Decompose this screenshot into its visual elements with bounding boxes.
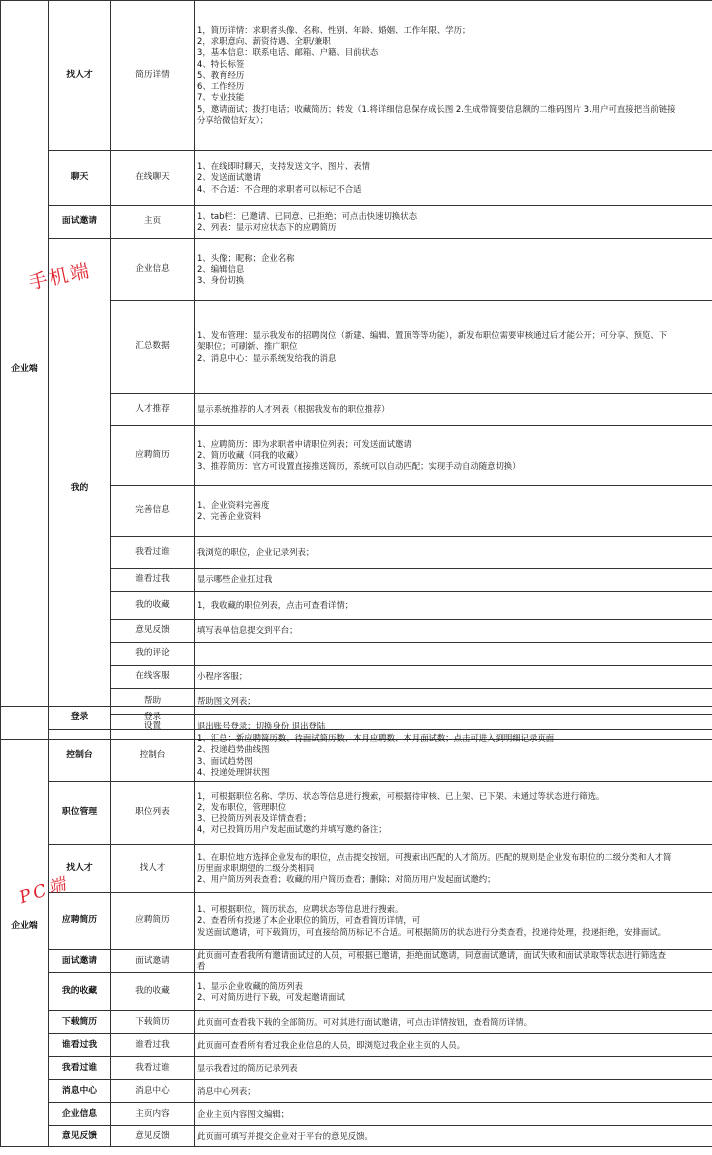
description-line: 4、不合适：不合理的求职者可以标记不合适 bbox=[197, 183, 362, 194]
description-cell bbox=[195, 1, 712, 151]
module-cell: 我的 bbox=[49, 239, 111, 740]
table-row bbox=[1, 1011, 712, 1034]
page-cell: 在线客服 bbox=[111, 666, 195, 689]
page-cell: 下载简历 bbox=[111, 1011, 195, 1034]
page-cell: 登录 bbox=[111, 707, 195, 730]
page-cell: 面试邀请 bbox=[111, 950, 195, 973]
page-cell: 职位列表 bbox=[111, 782, 195, 845]
page-cell: 我看过谁 bbox=[111, 1057, 195, 1080]
description-line: 2、简历收藏（同我的收藏） bbox=[197, 449, 303, 460]
description-line: 企业主页内容图文编辑； bbox=[197, 1108, 290, 1119]
description-line: 2、编辑信息 bbox=[197, 263, 245, 274]
group-cell: 企业端 bbox=[1, 1, 49, 740]
table-row bbox=[1, 707, 712, 730]
description-line: 1、显示企业收藏的简历列表 bbox=[197, 980, 303, 991]
description-line: 6、工作经历 bbox=[197, 81, 245, 92]
description-line: 此页面可填写并提交企业对于平台的意见反馈。 bbox=[197, 1130, 373, 1141]
page-cell: 谁看过我 bbox=[111, 1034, 195, 1057]
description-line: 显示系统推荐的人才列表（根据我发布的职位推荐） bbox=[197, 403, 390, 414]
description-line: 1、发布管理：显示我发布的招聘岗位（新建、编辑、置顶等等功能），新发布职位需要审核通过后才能公开；可分享、预览、下 bbox=[197, 330, 668, 341]
module-cell: 下载简历 bbox=[49, 1011, 111, 1034]
page-cell: 主页内容 bbox=[111, 1103, 195, 1126]
description-line: 此页面可查看所有看过我企业信息的人员，即浏览过我企业主页的人员。 bbox=[197, 1039, 465, 1050]
module-cell: 找人才 bbox=[49, 845, 111, 893]
description-line: 2、列表：显示对应状态下的应聘简历 bbox=[197, 222, 337, 232]
description-line: 4、投递处理饼状图 bbox=[197, 766, 270, 777]
description-line: 架职位；可刷新、推广职位 bbox=[197, 341, 298, 352]
description-line: 3、推荐简历：官方可设置直接推送简历，系统可以自动匹配；实现手动自动随意切换） bbox=[197, 461, 521, 472]
table-row bbox=[1, 1080, 712, 1103]
description-line: 1、在职位地方选择企业发布的职位，点击提交按钮，可搜索出匹配的人才简历。匹配的规则是企业发布职位的二级分类和人才简 bbox=[197, 851, 672, 862]
description-cell bbox=[195, 1103, 712, 1126]
description-line: 2、查看所有投递了本企业职位的简历，可查看简历详情，可 bbox=[197, 915, 421, 926]
mobile-stamp: 手机端 bbox=[26, 259, 93, 295]
description-line: 退出账号登录；切换身份 退出登陆 bbox=[197, 721, 326, 732]
description-cell bbox=[195, 151, 712, 206]
description-cell bbox=[195, 666, 712, 689]
description-cell bbox=[195, 845, 712, 893]
description-cell bbox=[195, 643, 712, 666]
page-cell: 企业信息 bbox=[111, 239, 195, 301]
table-row bbox=[1, 206, 712, 239]
page-cell: 帮助 bbox=[111, 689, 195, 715]
page-cell: 我的评论 bbox=[111, 643, 195, 666]
page-cell: 我的收藏 bbox=[111, 592, 195, 620]
description-line: 2、消息中心：显示系统发给我的消息 bbox=[197, 352, 337, 363]
description-line: 我浏览的职位，企业记录列表； bbox=[197, 546, 315, 557]
description-cell bbox=[195, 782, 712, 845]
table-row bbox=[1, 950, 712, 973]
description-line: 2、发送面试邀请 bbox=[197, 172, 261, 183]
module-cell: 企业信息 bbox=[49, 1103, 111, 1126]
table-row bbox=[1, 893, 712, 950]
page-cell: 控制台 bbox=[111, 730, 195, 782]
description-line: 1、应聘简历：即为求职者申请职位列表；可发送面试邀请 bbox=[197, 438, 412, 449]
description-line: 5，邀请面试；拨打电话；收藏简历；转发（1.将详细信息保存成长图 2.生成带简要信息额的二维码图片 3.用户可直接把当前链接 bbox=[197, 103, 676, 114]
description-line: 3，基本信息：联系电话、邮箱、户籍、目前状态 bbox=[197, 47, 379, 58]
description-cell bbox=[195, 301, 712, 394]
description-cell bbox=[195, 1126, 712, 1147]
description-cell bbox=[195, 569, 712, 592]
description-line: 显示我看过的简历记录列表 bbox=[197, 1062, 298, 1073]
module-cell: 我看过谁 bbox=[49, 1057, 111, 1080]
description-line: 发送面试邀请，可下载简历，可直接给简历标记不合适。可根据简历的状态进行分类查看，投递待处理，投递拒绝，安排面试。 bbox=[197, 926, 666, 937]
description-cell bbox=[195, 973, 712, 1011]
description-line: 2、用户简历列表查看；收藏的用户简历查看；删除；对简历用户发起面试邀约； bbox=[197, 874, 496, 885]
description-line: 帮助图文列表； bbox=[197, 695, 256, 706]
description-line: 此页面可查看我所有邀请面试过的人员，可根据已邀请，拒绝面试邀请，同意面试邀请，面试失败和面试录取等状态进行筛选查 bbox=[197, 950, 666, 960]
description-line: 此页面可查看我下载的全部简历。可对其进行面试邀请，可点击详情按钮，查看简历详情。 bbox=[197, 1016, 532, 1027]
module-cell: 职位管理 bbox=[49, 782, 111, 845]
description-line: 2、投递趋势曲线图 bbox=[197, 744, 270, 755]
description-cell bbox=[195, 486, 712, 537]
table-row bbox=[1, 1, 712, 151]
page-cell: 人才推荐 bbox=[111, 394, 195, 426]
module-cell: 聊天 bbox=[49, 151, 111, 206]
page-cell: 应聘简历 bbox=[111, 426, 195, 486]
description-line: 4，对已投简历用户发起面试邀约并填写邀约备注； bbox=[197, 824, 387, 835]
description-line: 1，我收藏的职位列表，点击可查看详情； bbox=[197, 599, 354, 610]
description-line: 2，发布职位，管理职位 bbox=[197, 801, 287, 812]
description-cell bbox=[195, 730, 712, 782]
description-line: 5、教育经历 bbox=[197, 69, 245, 80]
page-cell: 主页 bbox=[111, 206, 195, 239]
description-line: 2、可对简历进行下载，可发起邀请面试 bbox=[197, 991, 345, 1002]
table-row bbox=[1, 1057, 712, 1080]
table-row bbox=[1, 782, 712, 845]
description-line: 3、身份切换 bbox=[197, 275, 245, 286]
module-cell: 登录 bbox=[49, 707, 111, 730]
description-cell bbox=[195, 426, 712, 486]
description-line: 1、tab栏：已邀请、已同意、已拒绝；可点击快速切换状态 bbox=[197, 210, 418, 221]
page-cell: 汇总数据 bbox=[111, 301, 195, 394]
page-cell: 设置 bbox=[111, 715, 195, 740]
module-cell: 控制台 bbox=[49, 730, 111, 782]
page-cell: 意见反馈 bbox=[111, 1126, 195, 1147]
page-cell: 消息中心 bbox=[111, 1080, 195, 1103]
description-line: 显示哪些企业扛过我 bbox=[197, 574, 273, 585]
description-line: 4、特长标签 bbox=[197, 58, 245, 69]
description-line: 小程序客服； bbox=[197, 671, 248, 682]
description-line: 分享给微信好友）； bbox=[197, 114, 269, 125]
description-cell bbox=[195, 620, 712, 643]
table-row bbox=[1, 239, 712, 301]
description-cell bbox=[195, 1034, 712, 1057]
module-cell: 应聘简历 bbox=[49, 893, 111, 950]
description-line: 历里面求职期望的二级分类相同 bbox=[197, 862, 315, 873]
description-line: 看 bbox=[197, 961, 206, 972]
description-line: 1、在线即时聊天，支持发送文字、图片、表情 bbox=[197, 161, 370, 172]
table-row bbox=[1, 1126, 712, 1147]
description-line: 7、专业技能 bbox=[197, 92, 245, 103]
description-line: 1、可根据职位，简历状态，应聘状态等信息进行搜索。 bbox=[197, 904, 404, 915]
description-line: 1、头像；昵称；企业名称 bbox=[197, 252, 295, 263]
page-cell: 谁看过我 bbox=[111, 569, 195, 592]
table-row bbox=[1, 151, 712, 206]
pc-stamp: PC端 bbox=[16, 873, 72, 909]
description-line: 1、汇总：新应聘简历数、待面试简历数、本月应聘数、本月面试数；点击可进入到明细记录页面 bbox=[197, 733, 555, 744]
page-cell: 在线聊天 bbox=[111, 151, 195, 206]
description-cell bbox=[195, 206, 712, 239]
description-cell bbox=[195, 707, 712, 730]
module-cell: 找人才 bbox=[49, 1, 111, 151]
module-cell: 意见反馈 bbox=[49, 1126, 111, 1147]
description-cell bbox=[195, 592, 712, 620]
module-cell: 谁看过我 bbox=[49, 1034, 111, 1057]
description-cell bbox=[195, 537, 712, 569]
description-line: 3、面试趋势图 bbox=[197, 755, 253, 766]
description-cell bbox=[195, 239, 712, 301]
module-cell: 我的收藏 bbox=[49, 973, 111, 1011]
description-cell bbox=[195, 1080, 712, 1103]
module-cell: 面试邀请 bbox=[49, 950, 111, 973]
group-cell: 企业端 bbox=[1, 707, 49, 1147]
page-cell: 我看过谁 bbox=[111, 537, 195, 569]
pc-feature-table bbox=[0, 706, 712, 1147]
description-line: 3、已投简历列表及详情查看； bbox=[197, 813, 312, 823]
description-line: 1，简历详情：求职者头像、名称、性别、年龄、婚姻、工作年限、学历； bbox=[197, 25, 471, 36]
description-line: 消息中心列表； bbox=[197, 1085, 256, 1096]
page-cell: 找人才 bbox=[111, 845, 195, 893]
table-row bbox=[1, 973, 712, 1011]
table-row bbox=[1, 1103, 712, 1126]
table-row bbox=[1, 1034, 712, 1057]
description-cell bbox=[195, 394, 712, 426]
page-cell: 我的收藏 bbox=[111, 973, 195, 1011]
module-cell: 面试邀请 bbox=[49, 206, 111, 239]
table-row bbox=[1, 730, 712, 782]
description-line: 1、企业资料完善度 bbox=[197, 499, 270, 510]
page-cell: 完善信息 bbox=[111, 486, 195, 537]
description-line: 2，求职意向、薪资待遇、全职/兼职 bbox=[197, 36, 331, 47]
module-cell: 消息中心 bbox=[49, 1080, 111, 1103]
page-cell: 意见反馈 bbox=[111, 620, 195, 643]
description-cell bbox=[195, 893, 712, 950]
description-cell bbox=[195, 1057, 712, 1080]
description-cell bbox=[195, 1011, 712, 1034]
description-line: 1，可根据职位名称、学历、状态等信息进行搜索，可根据待审核、已上架、已下架、未通过等状态进行筛选。 bbox=[197, 790, 605, 801]
description-line: 填写表单信息提交到平台； bbox=[197, 625, 298, 636]
page-cell: 应聘简历 bbox=[111, 893, 195, 950]
page-cell: 简历详情 bbox=[111, 1, 195, 151]
description-cell bbox=[195, 950, 712, 973]
description-line: 2、完善企业资料 bbox=[197, 511, 261, 521]
table-row bbox=[1, 845, 712, 893]
